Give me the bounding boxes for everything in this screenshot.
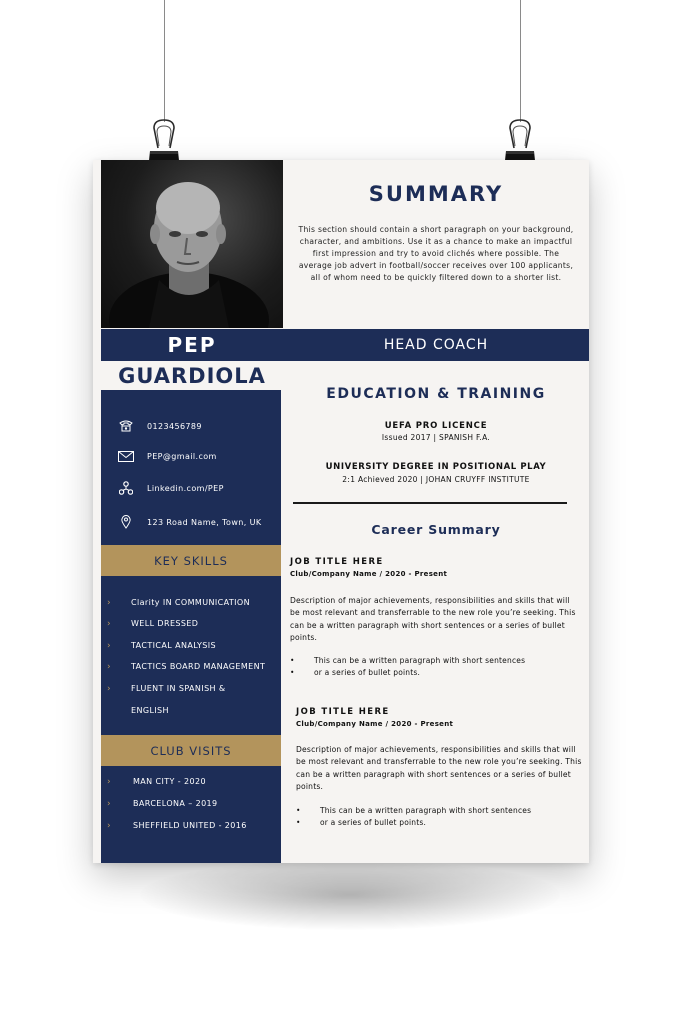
chevron-right-icon: › xyxy=(107,777,111,787)
contact-text: PEP@gmail.com xyxy=(147,451,217,461)
key-skills-heading: KEY SKILLS xyxy=(101,545,281,576)
contact-email xyxy=(101,446,281,466)
chevron-right-icon: › xyxy=(107,799,111,809)
contact-text: 0123456789 xyxy=(147,421,202,431)
contact-phone xyxy=(101,416,281,436)
last-name: GUARDIOLA xyxy=(118,364,266,388)
linkedin-icon xyxy=(113,480,139,496)
education-entry-detail: 2:1 Achieved 2020 | JOHAN CRUYFF INSTITUTE xyxy=(342,475,530,484)
contact-text: Linkedin.com/PEP xyxy=(147,483,224,493)
role-title: HEAD COACH xyxy=(383,337,489,353)
chevron-right-icon: › xyxy=(107,598,111,608)
job-subtitle: Club/Company Name / 2020 - Present xyxy=(290,570,448,578)
job-title: JOB TITLE HERE xyxy=(290,557,384,567)
chevron-right-icon: › xyxy=(107,684,111,694)
club-visits-heading: CLUB VISITS xyxy=(101,735,281,766)
education-entry-name: UEFA PRO LICENCE xyxy=(384,421,488,431)
chevron-right-icon: › xyxy=(107,662,111,672)
summary-text: This section should contain a short paragraph on your background, character, and ambitions. Use it as a chance to make an impactful first impression and try to avoid clichés where possible. The average job advert in football/soccer receives over 100 applicants, all of whom need to be quickly filtered down to a shorter list. xyxy=(298,225,574,282)
chevron-right-icon: › xyxy=(107,641,111,651)
portrait-illustration xyxy=(101,160,283,328)
chevron-right-icon: › xyxy=(107,821,111,831)
education-entry-name: UNIVERSITY DEGREE IN POSITIONAL PLAY xyxy=(325,462,547,472)
chevron-right-icon: › xyxy=(107,619,111,629)
first-name: PEP xyxy=(167,333,217,357)
career-title: Career Summary xyxy=(371,522,501,537)
job-description: Description of major achievements, responsibilities and skills that will be most relevant and transferrable to the new role you’re seeking. This can be a written paragraph with short sentences or a series of bullet points. xyxy=(290,596,576,643)
section-divider xyxy=(293,502,567,504)
contact-linkedin xyxy=(101,478,281,498)
profile-photo xyxy=(101,160,283,328)
education-title: EDUCATION & TRAINING xyxy=(326,386,546,402)
poster-shadow xyxy=(140,860,560,930)
job-description: Description of major achievements, responsibilities and skills that will be most relevant and transferrable to the new role you’re seeking. This can be a written paragraph with short sentences or a series of bullet points. xyxy=(296,745,582,792)
contact-text: 123 Road Name, Town, UK xyxy=(147,517,262,527)
education-entry-detail: Issued 2017 | SPANISH F.A. xyxy=(381,433,491,442)
contact-address xyxy=(101,512,281,532)
location-icon xyxy=(113,514,139,530)
hanging-wire-right xyxy=(520,0,521,122)
job-subtitle: Club/Company Name / 2020 - Present xyxy=(296,720,454,728)
email-icon xyxy=(113,448,139,464)
hanging-wire-left xyxy=(164,0,165,122)
job-title: JOB TITLE HERE xyxy=(296,707,390,717)
phone-icon xyxy=(113,418,139,434)
summary-title: SUMMARY xyxy=(368,182,504,206)
resume-poster: SUMMARY This section should contain a short paragraph on your background, character, and ambitions. Use it as a chance to make an impactful first impression and try to avoid clichés where possible. The average job advert in football/soccer receives over 100 applicants, all of whom need to be quickly filtered down to a shorter list. PEP HEAD COACH GUARDIOLA 0123456789 PEP@gmail.com Linkedin.com/PEP 123 Road Name, Town, UK KEY SKILLS › Clarity IN COMMUNICATION › WELL DRESSED › TACTICAL ANALYSIS › TACTICS BOARD MANAGEMENT › FLUENT IN SPANISH & ENGLISH CLUB VISITS › MAN CITY - 2020 › BARCELONA – 2019 › SHEFFIELD UNITED - 2016 EDUCATION & TRAINING UEFA PRO LICENCE Issued 2017 | SPANISH F.A. UNIVERSITY DEGREE IN POSITIONAL PLAY 2:1 Achieved 2020 | JOHAN CRUYFF INSTITUTE Career Summary JOB TITLE HERE Club/Company Name / 2020 - Present Description of major achievements, responsibilities and skills that will be most relevant and transferrable to the new role you’re seeking. This can be a written paragraph with short sentences or a series of bullet points. • This can be a written paragraph with short sentences • or a series of bullet points. JOB TITLE HERE Club/Company Name / 2020 - Present Description of major achievements, responsibilities and skills that will be most relevant and transferrable to the new role you’re seeking. This can be a written paragraph with short sentences or a series of bullet points. • This can be a written paragraph with short sentences • or a series of bullet points. xyxy=(93,160,589,863)
